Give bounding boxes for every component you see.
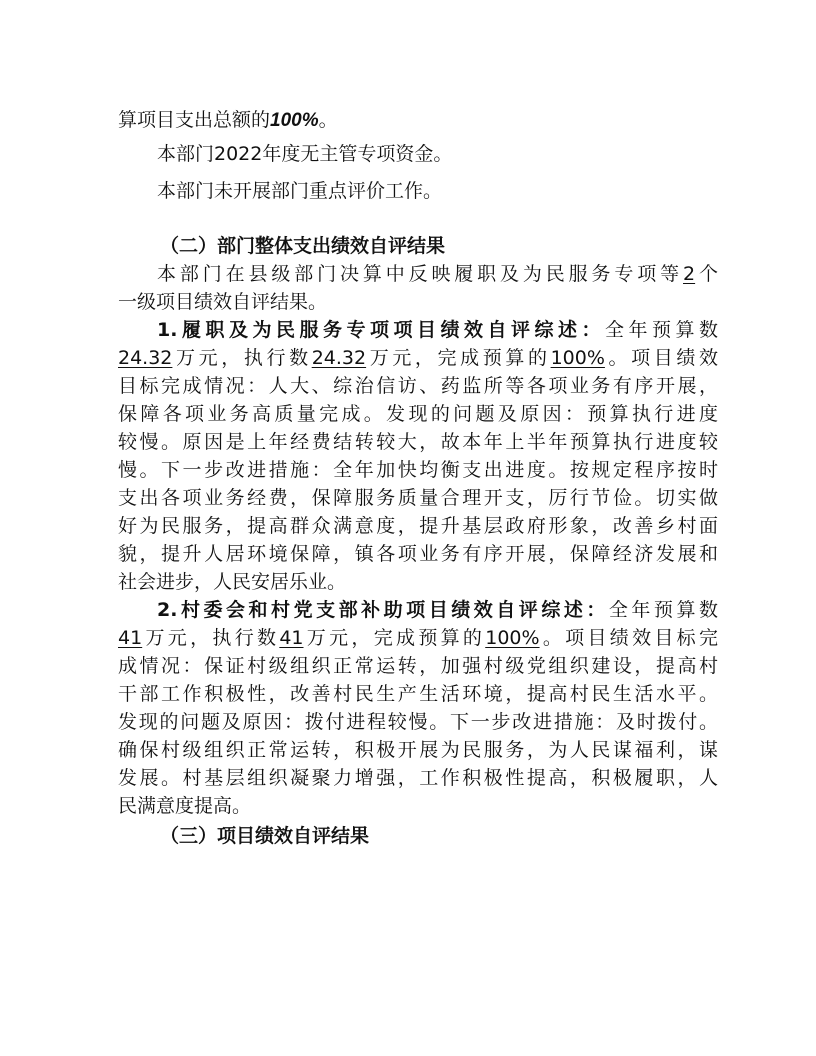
item-2-body-line: 发展。村基层组织凝聚力增强，工作积极性提高，积极履职，人 xyxy=(118,767,718,789)
section-2-para-line-2: 一级项目绩效自评结果。 xyxy=(118,291,328,313)
intro-text: 算项目支出总额的 xyxy=(118,109,271,131)
item-1-body-line: 目标完成情况：人大、综治信访、药监所等各项业务有序开展， xyxy=(118,375,718,397)
item-2-body-line: 确保村级组织正常运转，积极开展为民服务，为人民谋福利，谋 xyxy=(118,739,718,761)
intro-line-2: 本部门2022年度无主管专项资金。 xyxy=(157,143,453,165)
item-2-text: 全年预算数 xyxy=(608,599,718,621)
item-2-body-line: 民满意度提高。 xyxy=(118,795,252,817)
intro-line-3: 本部门未开展部门重点评价工作。 xyxy=(157,180,443,202)
item-2-body-line: 发现的问题及原因：拨付进程较慢。下一步改进措施：及时拨付。 xyxy=(118,711,718,733)
item-2-line-2 xyxy=(118,624,718,652)
section-2-text: 本部门在县级部门决算中反映履职及为民服务专项等 xyxy=(157,263,684,285)
item-1-title: 1.履职及为民服务专项项目绩效自评综述： xyxy=(157,319,605,341)
item-2-budget: 41 xyxy=(118,627,143,649)
item-1-body-line: 保障各项业务高质量完成。发现的问题及原因：预算执行进度 xyxy=(118,403,718,425)
section-2-heading: （二）部门整体支出绩效自评结果 xyxy=(160,235,446,257)
item-1-line-1 xyxy=(157,316,718,344)
item-2-text: 。项目绩效目标完 xyxy=(539,627,718,649)
item-1-rate: 100% xyxy=(550,347,605,369)
item-2-text: 万元，完成预算的 xyxy=(303,627,486,649)
item-1-body-line: 社会进步，人民安居乐业。 xyxy=(118,571,347,593)
item-2-text: 万元，执行数 xyxy=(142,627,280,649)
item-2-body-line: 干部工作积极性，改善村民生产生活环境，提高村民生活水平。 xyxy=(118,683,718,705)
intro-line-1 xyxy=(118,106,718,135)
item-1-text: 万元，完成预算的 xyxy=(366,347,551,369)
item-1-body-line: 较慢。原因是上年经费结转较大，故本年上半年预算执行进度较 xyxy=(118,431,718,453)
item-1-text: 全年预算数 xyxy=(604,319,718,341)
item-2-exec: 41 xyxy=(279,627,304,649)
item-2-title: 2.村委会和村党支部补助项目绩效自评综述： xyxy=(157,599,609,621)
intro-percent: 100% xyxy=(270,110,319,131)
section-2-text-end: 个 xyxy=(695,263,718,285)
project-count: 2 xyxy=(683,263,696,285)
item-2-body-line: 成情况：保证村级组织正常运转，加强村级党组织建设，提高村 xyxy=(118,655,718,677)
item-2-rate: 100% xyxy=(485,627,540,649)
item-1-body-line: 慢。下一步改进措施：全年加快均衡支出进度。按规定程序按时 xyxy=(118,459,718,481)
item-2-line-1 xyxy=(157,596,718,624)
item-1-budget: 24.32 xyxy=(118,347,173,369)
section-2-para-line-1 xyxy=(157,260,718,288)
item-1-exec: 24.32 xyxy=(311,347,367,369)
item-1-body-line: 好为民服务，提高群众满意度，提升基层政府形象，改善乡村面 xyxy=(118,515,718,537)
item-1-body-line: 支出各项业务经费，保障服务质量合理开支，厉行节俭。切实做 xyxy=(118,487,718,509)
item-1-body-line: 貌，提升人居环境保障，镇各项业务有序开展，保障经济发展和 xyxy=(118,543,718,565)
item-1-text: 万元，执行数 xyxy=(172,347,312,369)
section-3-heading: （三）项目绩效自评结果 xyxy=(160,825,370,847)
intro-punct: 。 xyxy=(318,109,338,131)
item-1-line-2 xyxy=(118,344,718,372)
item-1-text: 。项目绩效 xyxy=(604,347,718,369)
